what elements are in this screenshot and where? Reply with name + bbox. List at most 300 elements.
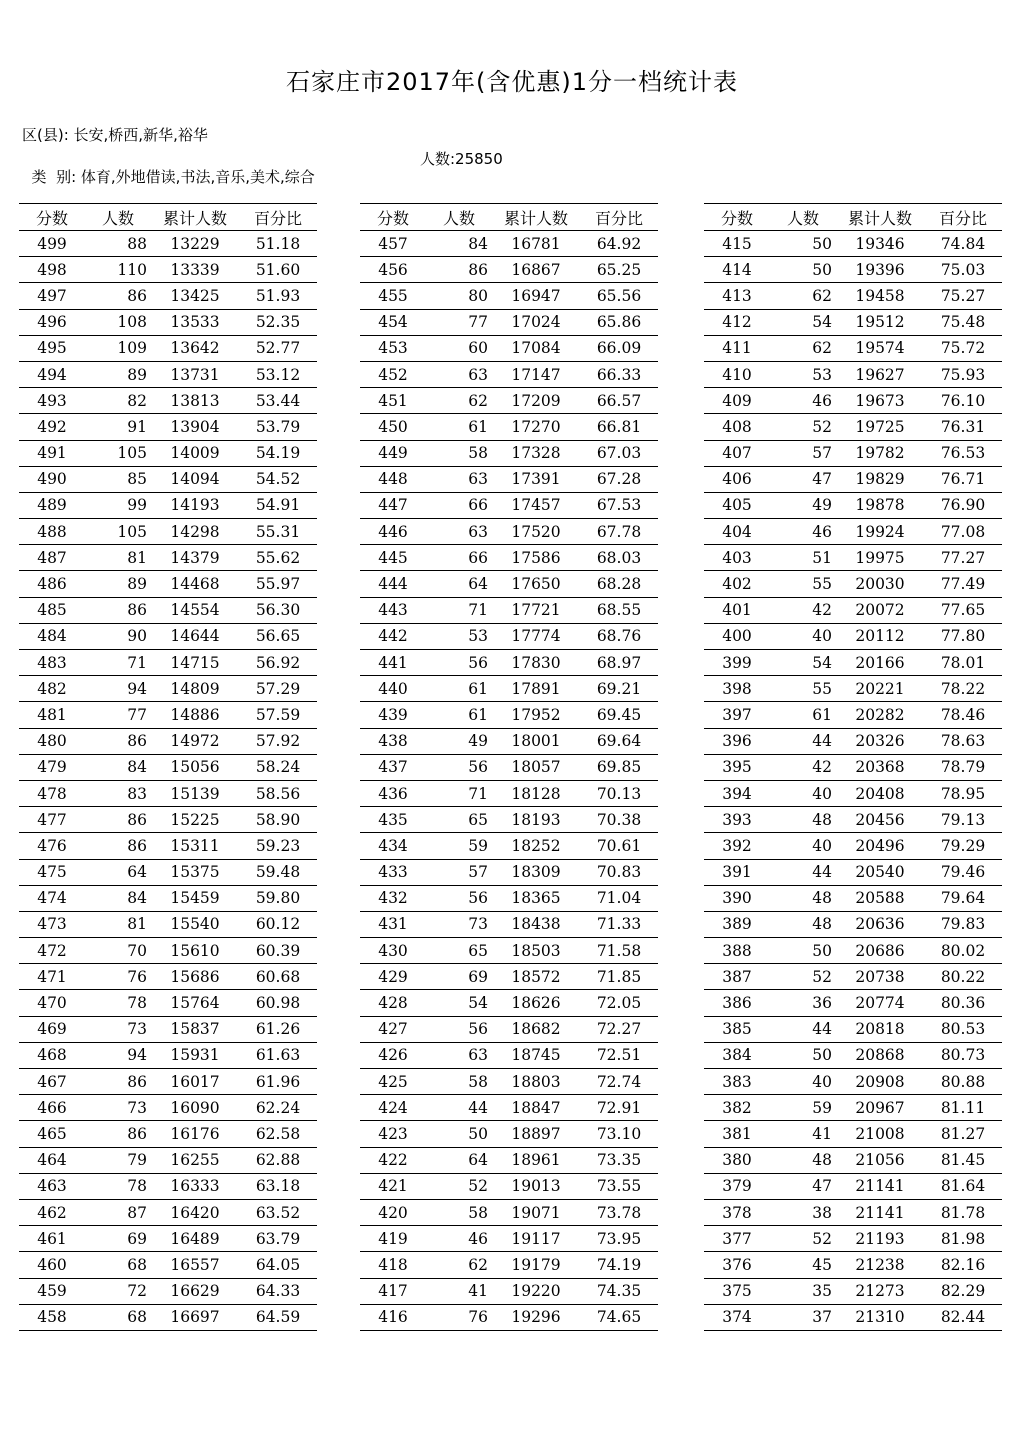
cell-count: 71	[426, 597, 492, 623]
table-row	[704, 702, 1002, 728]
cell-percent: 68.28	[580, 571, 658, 597]
cell-percent: 54.19	[239, 440, 317, 466]
table-row	[19, 257, 317, 283]
table-row	[360, 1226, 658, 1252]
cell-score: 466	[19, 1095, 85, 1121]
cell-count: 46	[770, 388, 836, 414]
cell-percent: 66.81	[580, 414, 658, 440]
cell-cumulative: 16333	[151, 1173, 239, 1199]
cell-count: 69	[85, 1226, 151, 1252]
cell-cumulative: 14193	[151, 492, 239, 518]
cell-count: 83	[85, 780, 151, 806]
cell-score: 493	[19, 388, 85, 414]
cell-count: 63	[426, 361, 492, 387]
cell-percent: 72.05	[580, 990, 658, 1016]
table-row	[360, 1278, 658, 1304]
cell-score: 437	[360, 754, 426, 780]
table-row	[704, 623, 1002, 649]
cell-count: 63	[426, 519, 492, 545]
cell-cumulative: 13533	[151, 309, 239, 335]
table-row	[704, 335, 1002, 361]
cell-cumulative: 14298	[151, 519, 239, 545]
cell-cumulative: 20112	[836, 623, 924, 649]
cell-score: 446	[360, 519, 426, 545]
cell-score: 471	[19, 964, 85, 990]
table-row	[704, 1173, 1002, 1199]
table-row	[704, 859, 1002, 885]
table-row	[360, 1042, 658, 1068]
cell-percent: 72.74	[580, 1069, 658, 1095]
cell-cumulative: 17586	[492, 545, 580, 571]
header-cumulative: 累计人数	[151, 204, 239, 231]
cell-cumulative: 21056	[836, 1147, 924, 1173]
header-count: 人数	[85, 204, 151, 231]
cell-count: 56	[426, 650, 492, 676]
table-row	[19, 335, 317, 361]
cell-count: 72	[85, 1278, 151, 1304]
cell-cumulative: 20908	[836, 1069, 924, 1095]
cell-score: 395	[704, 754, 770, 780]
header-count: 人数	[426, 204, 492, 231]
table-row	[360, 335, 658, 361]
table-row	[360, 911, 658, 937]
cell-percent: 71.58	[580, 938, 658, 964]
table-row	[704, 1069, 1002, 1095]
cell-score: 483	[19, 650, 85, 676]
cell-score: 416	[360, 1304, 426, 1330]
cell-cumulative: 19013	[492, 1173, 580, 1199]
cell-score: 401	[704, 597, 770, 623]
cell-cumulative: 19878	[836, 492, 924, 518]
cell-percent: 68.03	[580, 545, 658, 571]
cell-count: 84	[85, 885, 151, 911]
cell-count: 44	[770, 859, 836, 885]
cell-percent: 51.60	[239, 257, 317, 283]
cell-count: 48	[770, 807, 836, 833]
cell-percent: 81.78	[924, 1199, 1002, 1225]
cell-count: 71	[426, 780, 492, 806]
header-score: 分数	[704, 204, 770, 231]
cell-count: 40	[770, 623, 836, 649]
cell-cumulative: 15837	[151, 1016, 239, 1042]
cell-score: 459	[19, 1278, 85, 1304]
cell-percent: 75.27	[924, 283, 1002, 309]
table-row	[704, 911, 1002, 937]
cell-percent: 52.77	[239, 335, 317, 361]
cell-score: 423	[360, 1121, 426, 1147]
table-row	[19, 1252, 317, 1278]
cell-score: 486	[19, 571, 85, 597]
cell-cumulative: 14644	[151, 623, 239, 649]
cell-score: 386	[704, 990, 770, 1016]
cell-cumulative: 18961	[492, 1147, 580, 1173]
cell-score: 475	[19, 859, 85, 885]
cell-score: 436	[360, 780, 426, 806]
cell-percent: 73.35	[580, 1147, 658, 1173]
cell-score: 387	[704, 964, 770, 990]
table-row	[360, 257, 658, 283]
cell-count: 64	[85, 859, 151, 885]
cell-percent: 59.80	[239, 885, 317, 911]
cell-cumulative: 21008	[836, 1121, 924, 1147]
cell-cumulative: 14886	[151, 702, 239, 728]
cell-score: 391	[704, 859, 770, 885]
cell-count: 65	[426, 807, 492, 833]
cell-score: 481	[19, 702, 85, 728]
cell-score: 408	[704, 414, 770, 440]
table-row	[360, 597, 658, 623]
cell-percent: 62.24	[239, 1095, 317, 1121]
cell-percent: 56.30	[239, 597, 317, 623]
cell-cumulative: 19220	[492, 1278, 580, 1304]
table-row	[704, 833, 1002, 859]
cell-percent: 74.65	[580, 1304, 658, 1330]
cell-count: 89	[85, 361, 151, 387]
table-row	[19, 911, 317, 937]
cell-cumulative: 19296	[492, 1304, 580, 1330]
cell-percent: 80.02	[924, 938, 1002, 964]
cell-count: 50	[770, 1042, 836, 1068]
cell-percent: 55.97	[239, 571, 317, 597]
table-row	[360, 833, 658, 859]
cell-percent: 79.46	[924, 859, 1002, 885]
table-row	[704, 597, 1002, 623]
cell-score: 415	[704, 231, 770, 257]
cell-score: 491	[19, 440, 85, 466]
table-row	[360, 754, 658, 780]
cell-percent: 60.39	[239, 938, 317, 964]
cell-percent: 58.56	[239, 780, 317, 806]
cell-score: 429	[360, 964, 426, 990]
header-count: 人数	[770, 204, 836, 231]
cell-cumulative: 18252	[492, 833, 580, 859]
cell-percent: 81.45	[924, 1147, 1002, 1173]
table-row	[360, 440, 658, 466]
cell-score: 398	[704, 676, 770, 702]
table-row	[360, 780, 658, 806]
cell-cumulative: 19071	[492, 1199, 580, 1225]
cell-count: 51	[770, 545, 836, 571]
cell-percent: 76.10	[924, 388, 1002, 414]
cell-count: 73	[85, 1016, 151, 1042]
cell-count: 56	[426, 1016, 492, 1042]
cell-score: 474	[19, 885, 85, 911]
cell-percent: 72.51	[580, 1042, 658, 1068]
cell-cumulative: 18057	[492, 754, 580, 780]
cell-count: 53	[426, 623, 492, 649]
table-row	[19, 754, 317, 780]
cell-percent: 77.08	[924, 519, 1002, 545]
cell-cumulative: 20818	[836, 1016, 924, 1042]
cell-percent: 62.88	[239, 1147, 317, 1173]
cell-score: 445	[360, 545, 426, 571]
cell-count: 41	[426, 1278, 492, 1304]
cell-percent: 61.63	[239, 1042, 317, 1068]
cell-score: 490	[19, 466, 85, 492]
cell-percent: 72.27	[580, 1016, 658, 1042]
cell-percent: 74.35	[580, 1278, 658, 1304]
cell-percent: 67.03	[580, 440, 658, 466]
table-row	[704, 728, 1002, 754]
cell-score: 449	[360, 440, 426, 466]
cell-count: 40	[770, 833, 836, 859]
cell-score: 499	[19, 231, 85, 257]
table-row	[704, 388, 1002, 414]
cell-percent: 78.22	[924, 676, 1002, 702]
cell-score: 467	[19, 1069, 85, 1095]
header-score: 分数	[19, 204, 85, 231]
cell-cumulative: 15610	[151, 938, 239, 964]
cell-count: 68	[85, 1304, 151, 1330]
cell-cumulative: 20456	[836, 807, 924, 833]
table-row	[360, 859, 658, 885]
cell-count: 46	[426, 1226, 492, 1252]
cell-percent: 65.86	[580, 309, 658, 335]
table-row	[19, 676, 317, 702]
district-line: 区(县): 长安,桥西,新华,裕华	[22, 126, 208, 144]
table-row	[704, 283, 1002, 309]
cell-percent: 65.56	[580, 283, 658, 309]
cell-score: 497	[19, 283, 85, 309]
cell-score: 400	[704, 623, 770, 649]
cell-percent: 63.52	[239, 1199, 317, 1225]
cell-percent: 76.90	[924, 492, 1002, 518]
cell-percent: 52.35	[239, 309, 317, 335]
cell-cumulative: 19117	[492, 1226, 580, 1252]
table-row	[360, 1121, 658, 1147]
cell-count: 40	[770, 1069, 836, 1095]
cell-percent: 78.01	[924, 650, 1002, 676]
cell-percent: 65.25	[580, 257, 658, 283]
cell-count: 49	[426, 728, 492, 754]
cell-count: 77	[85, 702, 151, 728]
table-row	[360, 938, 658, 964]
table-row	[360, 492, 658, 518]
cell-score: 489	[19, 492, 85, 518]
cell-score: 435	[360, 807, 426, 833]
cell-count: 81	[85, 911, 151, 937]
cell-count: 47	[770, 466, 836, 492]
cell-count: 57	[770, 440, 836, 466]
table-row	[19, 1304, 317, 1330]
cell-percent: 75.93	[924, 361, 1002, 387]
cell-count: 42	[770, 597, 836, 623]
cell-cumulative: 18847	[492, 1095, 580, 1121]
table-row	[19, 231, 317, 257]
table-row	[360, 990, 658, 1016]
cell-score: 463	[19, 1173, 85, 1199]
table-row	[704, 545, 1002, 571]
cell-count: 79	[85, 1147, 151, 1173]
cell-cumulative: 15056	[151, 754, 239, 780]
table-row	[19, 440, 317, 466]
cell-count: 94	[85, 1042, 151, 1068]
cell-percent: 74.84	[924, 231, 1002, 257]
cell-cumulative: 15139	[151, 780, 239, 806]
table-row	[704, 1042, 1002, 1068]
cell-cumulative: 16420	[151, 1199, 239, 1225]
cell-cumulative: 14009	[151, 440, 239, 466]
cell-score: 383	[704, 1069, 770, 1095]
cell-count: 44	[426, 1095, 492, 1121]
cell-score: 393	[704, 807, 770, 833]
cell-count: 86	[85, 1069, 151, 1095]
cell-percent: 80.36	[924, 990, 1002, 1016]
cell-score: 443	[360, 597, 426, 623]
cell-percent: 68.97	[580, 650, 658, 676]
cell-count: 40	[770, 780, 836, 806]
cell-cumulative: 17270	[492, 414, 580, 440]
cell-score: 376	[704, 1252, 770, 1278]
cell-score: 425	[360, 1069, 426, 1095]
cell-score: 442	[360, 623, 426, 649]
cell-percent: 60.98	[239, 990, 317, 1016]
cell-count: 90	[85, 623, 151, 649]
cell-percent: 51.18	[239, 231, 317, 257]
table-row	[19, 623, 317, 649]
cell-percent: 53.12	[239, 361, 317, 387]
cell-count: 59	[770, 1095, 836, 1121]
table-row	[19, 964, 317, 990]
cell-score: 428	[360, 990, 426, 1016]
cell-cumulative: 19673	[836, 388, 924, 414]
table-row	[19, 571, 317, 597]
cell-count: 86	[85, 283, 151, 309]
table-row	[19, 1016, 317, 1042]
cell-percent: 70.83	[580, 859, 658, 885]
table-row	[704, 1016, 1002, 1042]
table-row	[360, 676, 658, 702]
cell-percent: 54.52	[239, 466, 317, 492]
cell-score: 407	[704, 440, 770, 466]
cell-score: 414	[704, 257, 770, 283]
cell-score: 410	[704, 361, 770, 387]
cell-percent: 59.23	[239, 833, 317, 859]
cell-count: 58	[426, 440, 492, 466]
cell-cumulative: 19975	[836, 545, 924, 571]
cell-score: 390	[704, 885, 770, 911]
category-line: 类 别: 体育,外地借读,书法,音乐,美术,综合	[31, 168, 315, 186]
cell-percent: 76.31	[924, 414, 1002, 440]
cell-cumulative: 16176	[151, 1121, 239, 1147]
cell-count: 105	[85, 519, 151, 545]
cell-cumulative: 20496	[836, 833, 924, 859]
cell-score: 412	[704, 309, 770, 335]
table-row	[704, 780, 1002, 806]
cell-score: 403	[704, 545, 770, 571]
cell-cumulative: 19725	[836, 414, 924, 440]
cell-cumulative: 14379	[151, 545, 239, 571]
table-row	[704, 1252, 1002, 1278]
cell-percent: 75.72	[924, 335, 1002, 361]
cell-percent: 80.73	[924, 1042, 1002, 1068]
table-header-row	[19, 204, 317, 231]
cell-count: 50	[770, 231, 836, 257]
table-row	[360, 964, 658, 990]
header-percent: 百分比	[580, 204, 658, 231]
cell-percent: 80.88	[924, 1069, 1002, 1095]
cell-cumulative: 17457	[492, 492, 580, 518]
cell-cumulative: 19396	[836, 257, 924, 283]
cell-cumulative: 19924	[836, 519, 924, 545]
score-table-block-3	[704, 203, 1002, 1331]
cell-count: 61	[426, 676, 492, 702]
cell-cumulative: 13425	[151, 283, 239, 309]
cell-score: 473	[19, 911, 85, 937]
cell-cumulative: 17328	[492, 440, 580, 466]
cell-cumulative: 17830	[492, 650, 580, 676]
cell-percent: 64.59	[239, 1304, 317, 1330]
cell-count: 55	[770, 676, 836, 702]
cell-percent: 73.95	[580, 1226, 658, 1252]
cell-score: 450	[360, 414, 426, 440]
table-row	[704, 1278, 1002, 1304]
table-row	[360, 571, 658, 597]
table-row	[360, 807, 658, 833]
cell-score: 389	[704, 911, 770, 937]
table-row	[704, 938, 1002, 964]
cell-cumulative: 15311	[151, 833, 239, 859]
cell-percent: 82.44	[924, 1304, 1002, 1330]
cell-count: 54	[426, 990, 492, 1016]
table-row	[360, 414, 658, 440]
cell-score: 427	[360, 1016, 426, 1042]
cell-count: 44	[770, 1016, 836, 1042]
table-row	[19, 1095, 317, 1121]
cell-count: 49	[770, 492, 836, 518]
cell-count: 44	[770, 728, 836, 754]
cell-score: 396	[704, 728, 770, 754]
cell-score: 469	[19, 1016, 85, 1042]
cell-count: 37	[770, 1304, 836, 1330]
table-row	[19, 1147, 317, 1173]
cell-count: 85	[85, 466, 151, 492]
table-row	[704, 990, 1002, 1016]
cell-score: 455	[360, 283, 426, 309]
cell-count: 71	[85, 650, 151, 676]
cell-count: 46	[770, 519, 836, 545]
cell-cumulative: 19782	[836, 440, 924, 466]
cell-score: 485	[19, 597, 85, 623]
cell-count: 64	[426, 1147, 492, 1173]
table-row	[19, 309, 317, 335]
table-row	[360, 283, 658, 309]
cell-cumulative: 14972	[151, 728, 239, 754]
cell-score: 424	[360, 1095, 426, 1121]
cell-score: 405	[704, 492, 770, 518]
cell-cumulative: 19627	[836, 361, 924, 387]
table-row	[360, 1147, 658, 1173]
cell-percent: 72.91	[580, 1095, 658, 1121]
cell-cumulative: 16090	[151, 1095, 239, 1121]
cell-percent: 77.27	[924, 545, 1002, 571]
cell-cumulative: 20326	[836, 728, 924, 754]
cell-percent: 82.29	[924, 1278, 1002, 1304]
cell-percent: 77.49	[924, 571, 1002, 597]
table-row	[360, 728, 658, 754]
cell-count: 58	[426, 1069, 492, 1095]
cell-cumulative: 16017	[151, 1069, 239, 1095]
cell-percent: 57.92	[239, 728, 317, 754]
cell-count: 53	[770, 361, 836, 387]
cell-score: 470	[19, 990, 85, 1016]
cell-cumulative: 14468	[151, 571, 239, 597]
cell-count: 91	[85, 414, 151, 440]
cell-count: 110	[85, 257, 151, 283]
cell-cumulative: 15225	[151, 807, 239, 833]
cell-count: 66	[426, 545, 492, 571]
table-row	[19, 702, 317, 728]
